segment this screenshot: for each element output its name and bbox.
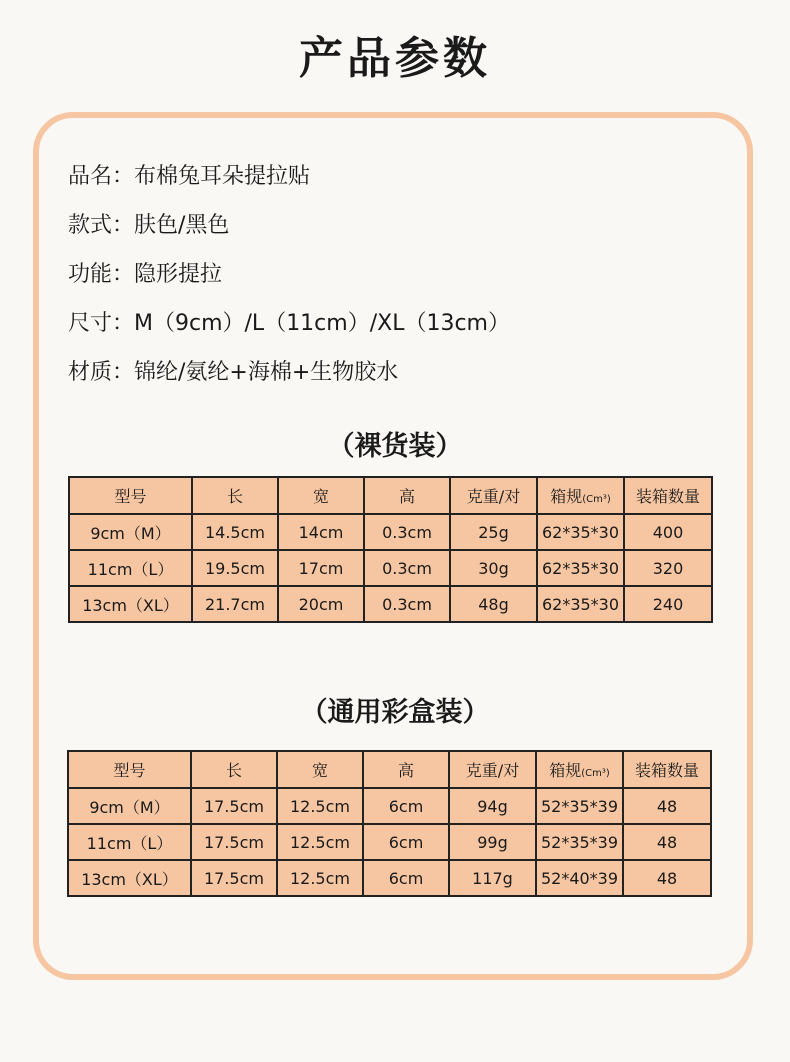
table-cell: 48g [450, 586, 537, 622]
header-unit: (Cm³) [582, 494, 611, 505]
header-cell: 高 [364, 477, 450, 514]
info-label: 功能： [68, 262, 135, 287]
table-cell: 48 [623, 860, 711, 896]
table-cell: 240 [624, 586, 712, 622]
header-cell: 克重/对 [450, 477, 537, 514]
table-cell: 62*35*30 [537, 550, 624, 586]
table-cell: 6cm [363, 788, 449, 824]
table-row [68, 788, 711, 824]
table-cell: 14.5cm [192, 514, 278, 550]
table-cell: 9cm（M） [68, 788, 191, 824]
table-cell: 11cm（L） [69, 550, 192, 586]
info-value: 隐形提拉 [134, 262, 223, 287]
table-cell: 52*40*39 [536, 860, 623, 896]
table-row [69, 514, 712, 550]
table-cell: 94g [449, 788, 536, 824]
info-label: 尺寸： [68, 311, 135, 336]
info-value: M（9cm）/L（11cm）/XL（13cm） [134, 311, 510, 336]
table-cell: 17.5cm [191, 824, 277, 860]
info-value: 锦纶/氨纶+海棉+生物胶水 [134, 360, 399, 385]
header-cell: 装箱数量 [623, 751, 711, 788]
table-cell: 14cm [278, 514, 364, 550]
info-list [68, 152, 510, 397]
header-cell: 型号 [69, 477, 192, 514]
header-cell [537, 477, 624, 514]
table-cell: 48 [623, 824, 711, 860]
header-cell [536, 751, 623, 788]
table-cell: 0.3cm [364, 586, 450, 622]
table-cell: 13cm（XL） [69, 586, 192, 622]
table-row [69, 550, 712, 586]
header-unit: (Cm³) [581, 768, 610, 779]
table-cell: 20cm [278, 586, 364, 622]
table-cell: 9cm（M） [69, 514, 192, 550]
info-item-function [68, 250, 510, 299]
header-cell: 高 [363, 751, 449, 788]
table-cell: 12.5cm [277, 824, 363, 860]
info-item-size [68, 299, 510, 348]
info-value: 布棉兔耳朵提拉贴 [134, 164, 311, 189]
info-value: 肤色/黑色 [134, 213, 230, 238]
table-cell: 13cm（XL） [68, 860, 191, 896]
table-cell: 62*35*30 [537, 586, 624, 622]
table-cell: 30g [450, 550, 537, 586]
table-row [69, 586, 712, 622]
table-cell: 400 [624, 514, 712, 550]
table-cell: 21.7cm [192, 586, 278, 622]
header-cell: 装箱数量 [624, 477, 712, 514]
section-title-gift-box: （通用彩盒装） [300, 697, 490, 728]
table-row [68, 860, 711, 896]
table-header-row [69, 477, 712, 514]
header-label: 箱规 [550, 487, 583, 506]
section-title-bulk: （裸货装） [327, 431, 463, 462]
header-cell: 克重/对 [449, 751, 536, 788]
info-label: 款式： [68, 213, 135, 238]
table-cell: 320 [624, 550, 712, 586]
info-item-material [68, 348, 510, 397]
info-label: 品名： [68, 164, 135, 189]
spec-table-gift-box [67, 750, 712, 897]
table-cell: 11cm（L） [68, 824, 191, 860]
table-cell: 17cm [278, 550, 364, 586]
table-cell: 99g [449, 824, 536, 860]
header-cell: 长 [192, 477, 278, 514]
spec-table-bulk [68, 476, 713, 623]
table-cell: 19.5cm [192, 550, 278, 586]
info-item-style [68, 201, 510, 250]
table-cell: 52*35*39 [536, 824, 623, 860]
table-cell: 62*35*30 [537, 514, 624, 550]
header-cell: 长 [191, 751, 277, 788]
table-cell: 12.5cm [277, 788, 363, 824]
header-cell: 宽 [278, 477, 364, 514]
table-row [68, 824, 711, 860]
table-cell: 0.3cm [364, 514, 450, 550]
table-cell: 17.5cm [191, 860, 277, 896]
table-cell: 117g [449, 860, 536, 896]
table-cell: 52*35*39 [536, 788, 623, 824]
header-label: 箱规 [549, 761, 582, 780]
table-cell: 25g [450, 514, 537, 550]
header-cell: 型号 [68, 751, 191, 788]
table-header-row [68, 751, 711, 788]
header-cell: 宽 [277, 751, 363, 788]
table-cell: 17.5cm [191, 788, 277, 824]
page-title: 产品参数 [299, 33, 491, 84]
info-label: 材质： [68, 360, 135, 385]
table-cell: 6cm [363, 824, 449, 860]
table-cell: 6cm [363, 860, 449, 896]
table-cell: 12.5cm [277, 860, 363, 896]
info-item-name [68, 152, 510, 201]
table-cell: 0.3cm [364, 550, 450, 586]
table-cell: 48 [623, 788, 711, 824]
